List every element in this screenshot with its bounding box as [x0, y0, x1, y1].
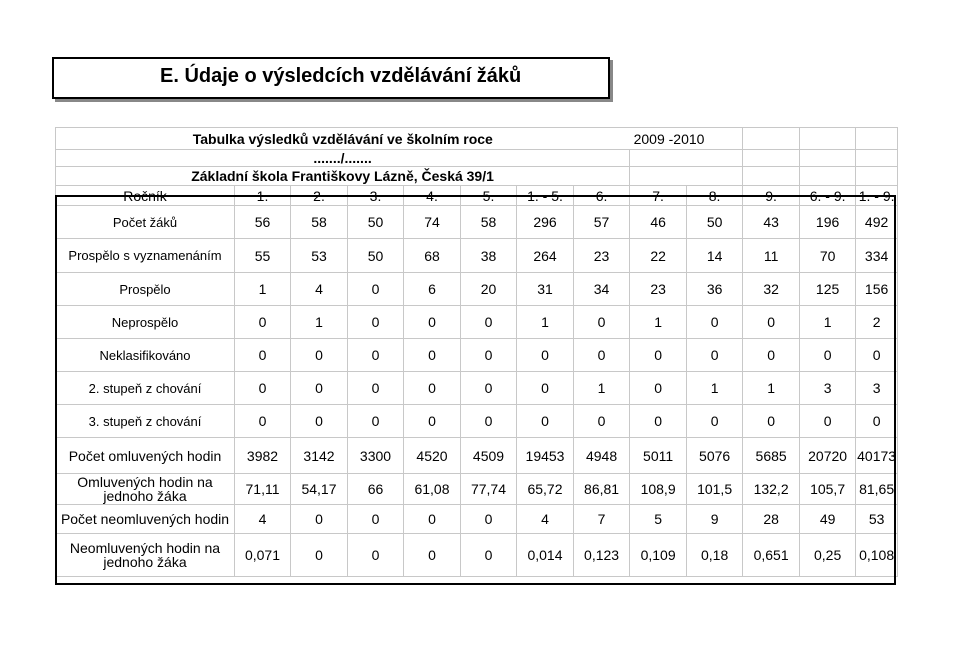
table-cell: 0: [800, 339, 856, 372]
table-cell: 156: [856, 273, 898, 306]
table-cell: 0: [348, 505, 404, 534]
table-cell: 0: [630, 405, 687, 438]
table-row: [56, 405, 898, 438]
row-label: Prospělo s vyznamenáním: [56, 239, 235, 273]
table-cell: 0,18: [687, 534, 743, 577]
table-cell: 9: [687, 505, 743, 534]
row-label: Počet neomluvených hodin: [56, 505, 235, 534]
table-cell: 53: [291, 239, 348, 273]
table-cell: 3982: [235, 438, 291, 474]
table-cell: 81,65: [856, 474, 898, 505]
table-row: [56, 474, 898, 505]
table-cell: 108,9: [630, 474, 687, 505]
table-cell: 66: [348, 474, 404, 505]
table-cell: 0: [461, 339, 517, 372]
table-cell: 0: [404, 405, 461, 438]
table-cell: 40173: [856, 438, 898, 474]
table-cell: 132,2: [743, 474, 800, 505]
table-cell: 53: [856, 505, 898, 534]
table-cell: 296: [517, 206, 574, 239]
header-col: 2.: [291, 186, 348, 206]
header-col: 7.: [630, 186, 687, 206]
table-row: [56, 273, 898, 306]
table-cell: 0: [574, 339, 630, 372]
header-col: 6. - 9.: [800, 186, 856, 206]
table-cell: 55: [235, 239, 291, 273]
row-label: Neomluvených hodin na jednoho žáka: [56, 534, 235, 577]
table-cell: 77,74: [461, 474, 517, 505]
table-cell: 0: [800, 405, 856, 438]
table-cell: 54,17: [291, 474, 348, 505]
table-cell: 1: [574, 372, 630, 405]
row-label: Prospělo: [56, 273, 235, 306]
row-label: Počet žáků: [56, 206, 235, 239]
table-cell: 196: [800, 206, 856, 239]
table-cell: 0: [856, 339, 898, 372]
header-row: [56, 186, 898, 206]
table-cell: 0: [291, 534, 348, 577]
table-cell: 125: [800, 273, 856, 306]
table-cell: 23: [574, 239, 630, 273]
school-name: Základní škola Františkovy Lázně, Česká 39/1: [56, 167, 630, 186]
table-cell: 101,5: [687, 474, 743, 505]
row-label: Neprospělo: [56, 306, 235, 339]
table-cell: 0: [404, 306, 461, 339]
table-row: [56, 206, 898, 239]
section-heading-box: [52, 57, 610, 99]
table-cell: 1: [743, 372, 800, 405]
header-col: 1. - 9.: [856, 186, 898, 206]
table-cell: 264: [517, 239, 574, 273]
table-cell: 0: [687, 405, 743, 438]
table-cell: 5685: [743, 438, 800, 474]
table-title-period: ......./.......: [56, 150, 630, 167]
table-row: [56, 505, 898, 534]
table-cell: 7: [574, 505, 630, 534]
header-col: 6.: [574, 186, 630, 206]
table-cell: 32: [743, 273, 800, 306]
results-table: [55, 127, 898, 577]
table-cell: 3142: [291, 438, 348, 474]
table-cell: 0: [348, 339, 404, 372]
table-cell: 57: [574, 206, 630, 239]
table-cell: 11: [743, 239, 800, 273]
table-cell: 0: [687, 306, 743, 339]
table-cell: 14: [687, 239, 743, 273]
table-cell: 20720: [800, 438, 856, 474]
table-row: [56, 239, 898, 273]
table-cell: 0: [743, 339, 800, 372]
table-row: [56, 339, 898, 372]
table-cell: 46: [630, 206, 687, 239]
table-cell: 4: [235, 505, 291, 534]
table-cell: 3: [856, 372, 898, 405]
row-label: Neklasifikováno: [56, 339, 235, 372]
section-heading: E. Údaje o výsledcích vzdělávání žáků: [160, 65, 522, 87]
table-cell: 0: [461, 372, 517, 405]
table-cell: 1: [687, 372, 743, 405]
row-label: Omluvených hodin na jednoho žáka: [56, 474, 235, 505]
table-cell: 5011: [630, 438, 687, 474]
table-cell: 0: [348, 273, 404, 306]
table-cell: 0: [235, 405, 291, 438]
table-cell: 1: [517, 306, 574, 339]
table-cell: 0: [235, 306, 291, 339]
table-cell: 22: [630, 239, 687, 273]
table-cell: 0: [461, 505, 517, 534]
header-col: 1.: [235, 186, 291, 206]
table-cell: 68: [404, 239, 461, 273]
table-cell: 50: [348, 239, 404, 273]
table-cell: 0: [630, 339, 687, 372]
table-cell: 0: [291, 372, 348, 405]
header-col: 8.: [687, 186, 743, 206]
table-cell: 0,109: [630, 534, 687, 577]
table-cell: 1: [630, 306, 687, 339]
table-cell: 0: [574, 306, 630, 339]
header-col: 3.: [348, 186, 404, 206]
table-cell: 3300: [348, 438, 404, 474]
table-cell: 4948: [574, 438, 630, 474]
table-cell: 4509: [461, 438, 517, 474]
table-cell: 23: [630, 273, 687, 306]
table-cell: 0: [574, 405, 630, 438]
table-cell: 0: [291, 405, 348, 438]
table-cell: 0: [404, 339, 461, 372]
table-cell: 0: [404, 534, 461, 577]
table-cell: 58: [291, 206, 348, 239]
table-cell: 4520: [404, 438, 461, 474]
table-cell: 5: [630, 505, 687, 534]
table-cell: 0: [630, 372, 687, 405]
table-cell: 20: [461, 273, 517, 306]
school-year: 2009 -2010: [630, 128, 743, 150]
table-cell: 19453: [517, 438, 574, 474]
table-cell: 105,7: [800, 474, 856, 505]
header-col: 4.: [404, 186, 461, 206]
header-col: 9.: [743, 186, 800, 206]
table-cell: 0: [743, 405, 800, 438]
row-label: Počet omluvených hodin: [56, 438, 235, 474]
table-cell: 0,071: [235, 534, 291, 577]
table-row: [56, 438, 898, 474]
table-cell: 0,014: [517, 534, 574, 577]
table-cell: 50: [348, 206, 404, 239]
table-cell: 0: [404, 372, 461, 405]
table-cell: 1: [800, 306, 856, 339]
table-cell: 0: [461, 534, 517, 577]
header-col: 1. - 5.: [517, 186, 574, 206]
table-cell: 5076: [687, 438, 743, 474]
table-cell: 334: [856, 239, 898, 273]
table-cell: 0: [235, 339, 291, 372]
table-cell: 0: [404, 505, 461, 534]
table-cell: 4: [291, 273, 348, 306]
table-cell: 1: [291, 306, 348, 339]
table-cell: 31: [517, 273, 574, 306]
table-cell: 61,08: [404, 474, 461, 505]
table-cell: 34: [574, 273, 630, 306]
table-cell: 0: [291, 339, 348, 372]
table-cell: 0: [348, 306, 404, 339]
table-cell: 38: [461, 239, 517, 273]
table-cell: 0: [291, 505, 348, 534]
table-cell: 3: [800, 372, 856, 405]
header-col: 5.: [461, 186, 517, 206]
table-cell: 0,123: [574, 534, 630, 577]
table-cell: 36: [687, 273, 743, 306]
table-cell: 0,651: [743, 534, 800, 577]
table-cell: 70: [800, 239, 856, 273]
table-cell: 0: [856, 405, 898, 438]
header-label: Ročník: [56, 186, 235, 206]
table-cell: 6: [404, 273, 461, 306]
table-cell: 71,11: [235, 474, 291, 505]
table-cell: 0: [348, 405, 404, 438]
table-cell: 0,108: [856, 534, 898, 577]
table-cell: 58: [461, 206, 517, 239]
table-cell: 56: [235, 206, 291, 239]
table-cell: 0: [517, 339, 574, 372]
table-cell: 0: [517, 372, 574, 405]
table-cell: 86,81: [574, 474, 630, 505]
table-cell: 0: [687, 339, 743, 372]
table-cell: 0: [743, 306, 800, 339]
table-cell: 43: [743, 206, 800, 239]
table-cell: 0: [348, 534, 404, 577]
table-cell: 0: [235, 372, 291, 405]
table-cell: 492: [856, 206, 898, 239]
table-cell: 50: [687, 206, 743, 239]
table-cell: 1: [235, 273, 291, 306]
table-title: Tabulka výsledků vzdělávání ve školním roce: [56, 128, 630, 150]
table-cell: 28: [743, 505, 800, 534]
table-cell: 49: [800, 505, 856, 534]
table-cell: 0: [348, 372, 404, 405]
table-cell: 2: [856, 306, 898, 339]
table-cell: 74: [404, 206, 461, 239]
table-row: [56, 306, 898, 339]
table-cell: 0: [461, 306, 517, 339]
table-cell: 0: [517, 405, 574, 438]
table-row: [56, 534, 898, 577]
row-label: 3. stupeň z chování: [56, 405, 235, 438]
table-cell: 0,25: [800, 534, 856, 577]
table-cell: 0: [461, 405, 517, 438]
table-cell: 4: [517, 505, 574, 534]
table-row: [56, 372, 898, 405]
table-cell: 65,72: [517, 474, 574, 505]
row-label: 2. stupeň z chování: [56, 372, 235, 405]
